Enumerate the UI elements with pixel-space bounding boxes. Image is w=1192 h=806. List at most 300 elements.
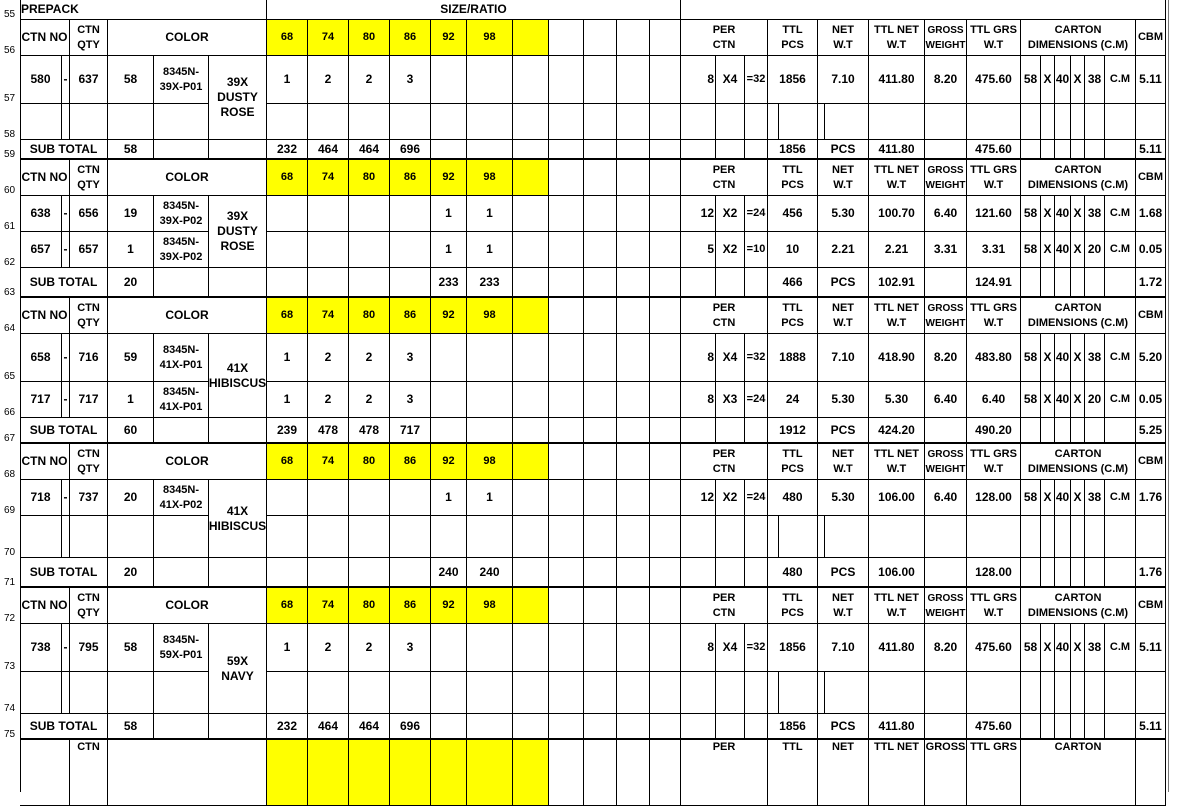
empty-cell[interactable] (549, 140, 584, 160)
empty-cell[interactable] (209, 418, 267, 444)
size-ratio-value[interactable]: 1 (467, 480, 513, 516)
empty-cell[interactable] (681, 140, 716, 160)
empty-cell[interactable] (617, 714, 650, 740)
empty-cell[interactable] (584, 624, 617, 672)
subtotal-ttl-grs-wt[interactable]: 124.91 (967, 268, 1021, 298)
cbm-value[interactable]: 0.05 (1136, 382, 1166, 418)
empty-cell[interactable] (1055, 516, 1071, 558)
ctn-dash[interactable]: - (62, 382, 70, 418)
empty-cell[interactable] (584, 588, 617, 624)
empty-cell[interactable] (1021, 672, 1041, 714)
subtotal-size-total[interactable]: 239 (267, 418, 308, 444)
subtotal-size-total[interactable] (308, 558, 349, 588)
size-ratio-value[interactable]: 2 (308, 56, 349, 104)
row-number[interactable]: 63 (0, 268, 20, 298)
empty-cell[interactable] (617, 444, 650, 480)
color-header-partial[interactable] (108, 740, 267, 806)
empty-cell[interactable] (925, 418, 967, 444)
size-header-partial[interactable] (349, 740, 390, 806)
net-wt-header-partial[interactable]: NET (818, 740, 869, 806)
size-header-68[interactable]: 68 (267, 444, 308, 480)
ctn-qty-header[interactable]: CTN QTY (70, 588, 108, 624)
empty-cell[interactable] (1041, 672, 1055, 714)
color-name[interactable]: 41X HIBISCUS (209, 480, 267, 558)
color-header[interactable]: COLOR (108, 588, 267, 624)
ctn-from[interactable]: 717 (20, 382, 62, 418)
gross-weight[interactable]: 8.20 (925, 56, 967, 104)
empty-cell[interactable] (308, 672, 349, 714)
ctn-dash[interactable]: - (62, 232, 70, 268)
carton-length[interactable]: 58 (1021, 334, 1041, 382)
empty-cell[interactable] (617, 334, 650, 382)
empty-cell[interactable] (1041, 104, 1055, 140)
subtotal-label[interactable]: SUB TOTAL (20, 268, 108, 298)
empty-cell[interactable] (549, 104, 584, 140)
gross-weight-header[interactable]: GROSS WEIGHT (925, 588, 967, 624)
size-ratio-value[interactable]: 1 (467, 232, 513, 268)
size-ratio-value[interactable]: 2 (349, 382, 390, 418)
empty-cell[interactable] (584, 56, 617, 104)
empty-cell[interactable] (584, 196, 617, 232)
size-header-74[interactable]: 74 (308, 588, 349, 624)
empty-cell[interactable] (390, 516, 431, 558)
empty-cell[interactable] (617, 624, 650, 672)
empty-cell[interactable] (390, 672, 431, 714)
empty-cell[interactable] (431, 104, 467, 140)
empty-cell[interactable] (549, 232, 584, 268)
empty-cell[interactable] (1021, 516, 1041, 558)
size-header-86[interactable]: 86 (390, 160, 431, 196)
carton-height[interactable]: 38 (1085, 196, 1105, 232)
ttl-grs-wt-header[interactable]: TTL GRS W.T (967, 588, 1021, 624)
empty-cell[interactable] (267, 516, 308, 558)
empty-cell[interactable] (1071, 672, 1085, 714)
carton-x[interactable]: X (1071, 232, 1085, 268)
ttl-grs-wt-header[interactable]: TTL GRS W.T (967, 444, 1021, 480)
per-ctn-total[interactable]: =32 (745, 624, 768, 672)
ttl-net-wt-header[interactable]: TTL NET W.T (869, 160, 925, 196)
size-ratio-value[interactable]: 3 (390, 624, 431, 672)
empty-cell[interactable] (967, 672, 1021, 714)
empty-cell[interactable] (549, 444, 584, 480)
per-ctn-count[interactable]: 12 (681, 480, 716, 516)
empty-cell[interactable] (584, 444, 617, 480)
ttl-net-wt[interactable]: 411.80 (869, 624, 925, 672)
size-ratio-value[interactable] (467, 56, 513, 104)
size-header-74[interactable]: 74 (308, 20, 349, 56)
ctn-qty-header-partial[interactable]: CTN (70, 740, 108, 806)
size-ratio-title[interactable]: SIZE/RATIO (267, 0, 681, 20)
cbm-value[interactable]: 5.11 (1136, 624, 1166, 672)
size-ratio-value[interactable]: 1 (267, 334, 308, 382)
color-name[interactable]: 39X DUSTY ROSE (209, 56, 267, 140)
empty-cell[interactable] (650, 334, 681, 382)
empty-cell[interactable] (209, 558, 267, 588)
empty-cell[interactable] (20, 104, 62, 140)
carton-x[interactable]: X (1041, 624, 1055, 672)
empty-cell[interactable] (70, 516, 108, 558)
empty-cell[interactable] (584, 232, 617, 268)
empty-cell[interactable] (825, 104, 869, 140)
empty-cell[interactable] (650, 740, 681, 806)
ctn-from[interactable]: 657 (20, 232, 62, 268)
subtotal-ttl-net-wt[interactable]: 106.00 (869, 558, 925, 588)
empty-cell[interactable] (869, 104, 925, 140)
carton-length[interactable]: 58 (1021, 196, 1041, 232)
cbm-value[interactable]: 5.11 (1136, 56, 1166, 104)
carton-length[interactable]: 58 (1021, 382, 1041, 418)
subtotal-ttl-pcs[interactable]: 1856 (768, 140, 818, 160)
size-header-86[interactable]: 86 (390, 20, 431, 56)
empty-cell[interactable] (549, 268, 584, 298)
subtotal-ttl-net-wt[interactable]: 102.91 (869, 268, 925, 298)
size-ratio-value[interactable] (390, 480, 431, 516)
empty-cell[interactable] (308, 104, 349, 140)
empty-cell[interactable] (70, 672, 108, 714)
carton-height[interactable]: 38 (1085, 334, 1105, 382)
carton-length[interactable]: 58 (1021, 624, 1041, 672)
subtotal-size-total[interactable] (349, 268, 390, 298)
gross-weight[interactable]: 3.31 (925, 232, 967, 268)
size-ratio-value[interactable] (431, 334, 467, 382)
subtotal-pcs-label[interactable]: PCS (818, 714, 869, 740)
per-ctn-header[interactable]: PER CTN (681, 20, 768, 56)
row-number[interactable]: 71 (0, 558, 20, 588)
size-ratio-value[interactable]: 2 (349, 56, 390, 104)
empty-cell[interactable] (1105, 516, 1136, 558)
subtotal-cbm[interactable]: 5.25 (1136, 418, 1166, 444)
subtotal-ttl-grs-wt[interactable]: 128.00 (967, 558, 1021, 588)
size-header-92[interactable]: 92 (431, 588, 467, 624)
empty-cell[interactable] (650, 56, 681, 104)
gross-weight-header[interactable]: GROSS WEIGHT (925, 20, 967, 56)
empty-cell[interactable] (513, 104, 549, 140)
size-ratio-value[interactable] (349, 196, 390, 232)
cbm-value[interactable]: 5.20 (1136, 334, 1166, 382)
per-ctn-total[interactable]: =24 (745, 382, 768, 418)
ttl-pcs-header[interactable]: TTL PCS (768, 160, 818, 196)
ttl-net-wt[interactable]: 106.00 (869, 480, 925, 516)
per-ctn-multiplier[interactable]: X2 (716, 196, 745, 232)
empty-cell[interactable] (681, 714, 716, 740)
empty-cell[interactable] (617, 56, 650, 104)
size-header-92[interactable]: 92 (431, 160, 467, 196)
subtotal-size-total[interactable] (431, 140, 467, 160)
empty-cell[interactable] (617, 516, 650, 558)
empty-cell[interactable] (584, 516, 617, 558)
subtotal-pcs-label[interactable]: PCS (818, 418, 869, 444)
empty-cell[interactable] (1105, 558, 1136, 588)
style-code[interactable]: 8345N- 59X-P01 (154, 624, 209, 672)
size-ratio-value[interactable]: 1 (267, 382, 308, 418)
empty-cell[interactable] (513, 418, 549, 444)
ttl-pcs[interactable]: 1856 (768, 624, 818, 672)
net-wt[interactable]: 7.10 (818, 56, 869, 104)
row-number[interactable]: 65 (0, 334, 20, 382)
ctn-qty-header[interactable]: CTN QTY (70, 20, 108, 56)
empty-cell[interactable] (584, 104, 617, 140)
subtotal-size-total[interactable]: 696 (390, 714, 431, 740)
empty-cell[interactable] (617, 160, 650, 196)
ctn-qty-header[interactable]: CTN QTY (70, 298, 108, 334)
carton-x[interactable]: X (1041, 480, 1055, 516)
empty-cell[interactable] (1021, 140, 1041, 160)
cbm-header[interactable]: CBM (1136, 20, 1166, 56)
ttl-grs-wt-header-partial[interactable]: TTL GRS (967, 740, 1021, 806)
empty-cell[interactable] (925, 104, 967, 140)
size-header-extra[interactable] (513, 298, 549, 334)
empty-cell[interactable] (154, 268, 209, 298)
row-number[interactable]: 64 (0, 298, 20, 334)
empty-cell[interactable] (1041, 268, 1055, 298)
size-ratio-value[interactable] (308, 480, 349, 516)
net-wt-header[interactable]: NET W.T (818, 20, 869, 56)
style-code[interactable]: 8345N- 39X-P02 (154, 232, 209, 268)
subtotal-cbm[interactable]: 5.11 (1136, 714, 1166, 740)
size-ratio-value[interactable] (431, 382, 467, 418)
empty-cell[interactable] (513, 268, 549, 298)
ctn-dash[interactable]: - (62, 56, 70, 104)
empty-cell[interactable] (584, 160, 617, 196)
ctn-from[interactable]: 638 (20, 196, 62, 232)
size-header-extra[interactable] (513, 444, 549, 480)
size-header-98[interactable]: 98 (467, 588, 513, 624)
size-ratio-value[interactable] (267, 196, 308, 232)
ctn-to[interactable]: 795 (70, 624, 108, 672)
size-header-74[interactable]: 74 (308, 444, 349, 480)
subtotal-size-total[interactable]: 464 (349, 140, 390, 160)
empty-cell[interactable] (745, 268, 768, 298)
size-header-98[interactable]: 98 (467, 160, 513, 196)
subtotal-size-total[interactable]: 478 (308, 418, 349, 444)
size-ratio-value[interactable]: 2 (308, 624, 349, 672)
carton-height[interactable]: 20 (1085, 382, 1105, 418)
empty-cell[interactable] (1021, 268, 1041, 298)
empty-cell[interactable] (617, 382, 650, 418)
ctn-to[interactable]: 716 (70, 334, 108, 382)
net-wt-header[interactable]: NET W.T (818, 298, 869, 334)
empty-cell[interactable] (818, 672, 825, 714)
per-ctn-multiplier[interactable]: X4 (716, 624, 745, 672)
carton-width[interactable]: 40 (1055, 232, 1071, 268)
prepack-title[interactable]: PREPACK (20, 0, 267, 20)
size-header-86[interactable]: 86 (390, 588, 431, 624)
carton-unit[interactable]: C.M (1105, 334, 1136, 382)
size-ratio-value[interactable] (467, 624, 513, 672)
size-ratio-value[interactable] (267, 232, 308, 268)
color-name[interactable]: 39X DUSTY ROSE (209, 196, 267, 268)
subtotal-ttl-grs-wt[interactable]: 475.60 (967, 714, 1021, 740)
size-header-partial[interactable] (390, 740, 431, 806)
empty-cell[interactable] (513, 232, 549, 268)
size-header-68[interactable]: 68 (267, 20, 308, 56)
per-ctn-multiplier[interactable]: X4 (716, 334, 745, 382)
empty-cell[interactable] (1085, 558, 1105, 588)
empty-cell[interactable] (650, 196, 681, 232)
size-ratio-value[interactable]: 1 (267, 624, 308, 672)
size-ratio-value[interactable]: 3 (390, 382, 431, 418)
subtotal-label[interactable]: SUB TOTAL (20, 714, 108, 740)
size-header-68[interactable]: 68 (267, 298, 308, 334)
style-code[interactable]: 8345N- 41X-P02 (154, 480, 209, 516)
empty-cell[interactable] (431, 516, 467, 558)
carton-x[interactable]: X (1041, 382, 1055, 418)
empty-cell[interactable] (1041, 558, 1055, 588)
carton-height[interactable]: 38 (1085, 480, 1105, 516)
size-header-80[interactable]: 80 (349, 298, 390, 334)
size-header-partial[interactable] (513, 740, 549, 806)
empty-cell[interactable] (617, 558, 650, 588)
color-name[interactable]: 41X HIBISCUS (209, 334, 267, 418)
size-ratio-value[interactable] (431, 624, 467, 672)
net-wt-header[interactable]: NET W.T (818, 588, 869, 624)
empty-cell[interactable] (650, 624, 681, 672)
ctn-to[interactable]: 637 (70, 56, 108, 104)
carton-x[interactable]: X (1071, 382, 1085, 418)
empty-cell[interactable] (681, 418, 716, 444)
subtotal-qty[interactable]: 58 (108, 140, 154, 160)
row-number[interactable]: 74 (0, 672, 20, 714)
empty-cell[interactable] (108, 104, 154, 140)
net-wt[interactable]: 5.30 (818, 196, 869, 232)
style-code[interactable]: 8345N- 39X-P02 (154, 196, 209, 232)
empty-cell[interactable] (1085, 672, 1105, 714)
size-header-partial[interactable] (308, 740, 349, 806)
ttl-pcs-header[interactable]: TTL PCS (768, 444, 818, 480)
empty-cell[interactable] (650, 588, 681, 624)
size-header-extra[interactable] (513, 20, 549, 56)
empty-cell[interactable] (1041, 516, 1055, 558)
carton-width[interactable]: 40 (1055, 334, 1071, 382)
size-ratio-value[interactable]: 1 (431, 232, 467, 268)
carton-height[interactable]: 20 (1085, 232, 1105, 268)
empty-cell[interactable] (267, 104, 308, 140)
subtotal-ttl-pcs[interactable]: 1912 (768, 418, 818, 444)
ttl-pcs-header[interactable]: TTL PCS (768, 298, 818, 334)
empty-cell[interactable] (716, 140, 745, 160)
subtotal-size-total[interactable] (308, 268, 349, 298)
empty-cell[interactable] (869, 516, 925, 558)
empty-cell[interactable] (154, 418, 209, 444)
per-ctn-multiplier[interactable]: X2 (716, 480, 745, 516)
empty-cell[interactable] (1085, 714, 1105, 740)
empty-cell[interactable] (62, 104, 70, 140)
color-header[interactable]: COLOR (108, 444, 267, 480)
empty-cell[interactable] (925, 516, 967, 558)
empty-cell[interactable] (584, 418, 617, 444)
size-ratio-value[interactable]: 3 (390, 334, 431, 382)
empty-cell[interactable] (108, 516, 154, 558)
per-ctn-total[interactable]: =10 (745, 232, 768, 268)
empty-cell[interactable] (549, 558, 584, 588)
empty-cell[interactable] (768, 104, 779, 140)
carton-x[interactable]: X (1071, 480, 1085, 516)
empty-cell[interactable] (1021, 104, 1041, 140)
empty-cell[interactable] (650, 480, 681, 516)
row-number[interactable]: 68 (0, 444, 20, 480)
subtotal-size-total[interactable]: 233 (431, 268, 467, 298)
empty-cell[interactable] (716, 104, 745, 140)
gross-weight[interactable]: 6.40 (925, 382, 967, 418)
empty-cell[interactable] (825, 516, 869, 558)
size-header-98[interactable]: 98 (467, 298, 513, 334)
size-ratio-value[interactable]: 2 (349, 624, 390, 672)
subtotal-qty[interactable]: 20 (108, 268, 154, 298)
carton-unit[interactable]: C.M (1105, 56, 1136, 104)
size-header-extra[interactable] (513, 160, 549, 196)
empty-cell[interactable] (549, 714, 584, 740)
row-number[interactable]: 55 (0, 0, 20, 20)
ttl-pcs[interactable]: 456 (768, 196, 818, 232)
empty-cell[interactable] (1071, 418, 1085, 444)
empty-cell[interactable] (584, 672, 617, 714)
empty-cell[interactable] (617, 418, 650, 444)
carton-length[interactable]: 58 (1021, 56, 1041, 104)
row-number[interactable]: 69 (0, 480, 20, 516)
subtotal-size-total[interactable] (390, 558, 431, 588)
per-ctn-count[interactable]: 5 (681, 232, 716, 268)
subtotal-size-total[interactable]: 478 (349, 418, 390, 444)
size-ratio-value[interactable] (390, 232, 431, 268)
ttl-pcs[interactable]: 24 (768, 382, 818, 418)
row-number[interactable]: 75 (0, 714, 20, 740)
empty-cell[interactable] (1041, 714, 1055, 740)
per-ctn-header[interactable]: PER CTN (681, 160, 768, 196)
empty-cell[interactable] (1136, 104, 1166, 140)
empty-cell[interactable] (1105, 140, 1136, 160)
size-ratio-value[interactable]: 1 (431, 480, 467, 516)
color-header[interactable]: COLOR (108, 298, 267, 334)
empty-cell[interactable] (513, 56, 549, 104)
empty-cell[interactable] (745, 672, 768, 714)
subtotal-ttl-grs-wt[interactable]: 490.20 (967, 418, 1021, 444)
size-header-92[interactable]: 92 (431, 298, 467, 334)
empty-cell[interactable] (467, 672, 513, 714)
ttl-net-wt[interactable]: 418.90 (869, 334, 925, 382)
subtotal-size-total[interactable]: 717 (390, 418, 431, 444)
carton-x[interactable]: X (1071, 56, 1085, 104)
size-header-80[interactable]: 80 (349, 160, 390, 196)
carton-width[interactable]: 40 (1055, 382, 1071, 418)
carton-x[interactable]: X (1041, 334, 1055, 382)
size-ratio-value[interactable]: 2 (308, 382, 349, 418)
ctn-no-header[interactable]: CTN NO (20, 588, 70, 624)
size-header-68[interactable]: 68 (267, 160, 308, 196)
empty-cell[interactable] (716, 558, 745, 588)
ctn-from[interactable]: 580 (20, 56, 62, 104)
empty-cell[interactable] (154, 516, 209, 558)
empty-cell[interactable] (154, 672, 209, 714)
ttl-net-wt-header[interactable]: TTL NET W.T (869, 588, 925, 624)
empty-cell[interactable] (768, 672, 779, 714)
subtotal-label[interactable]: SUB TOTAL (20, 418, 108, 444)
empty-cell[interactable] (1105, 268, 1136, 298)
per-ctn-count[interactable]: 8 (681, 334, 716, 382)
ttl-grs-wt[interactable]: 475.60 (967, 56, 1021, 104)
ttl-pcs[interactable]: 480 (768, 480, 818, 516)
empty-cell[interactable] (716, 714, 745, 740)
empty-cell[interactable] (650, 232, 681, 268)
size-header-80[interactable]: 80 (349, 20, 390, 56)
empty-cell[interactable] (549, 516, 584, 558)
empty-cell[interactable] (154, 714, 209, 740)
size-ratio-value[interactable] (467, 334, 513, 382)
empty-cell[interactable] (1055, 558, 1071, 588)
carton-unit[interactable]: C.M (1105, 196, 1136, 232)
empty-cell[interactable] (62, 672, 70, 714)
empty-cell[interactable] (967, 516, 1021, 558)
size-ratio-value[interactable] (349, 480, 390, 516)
